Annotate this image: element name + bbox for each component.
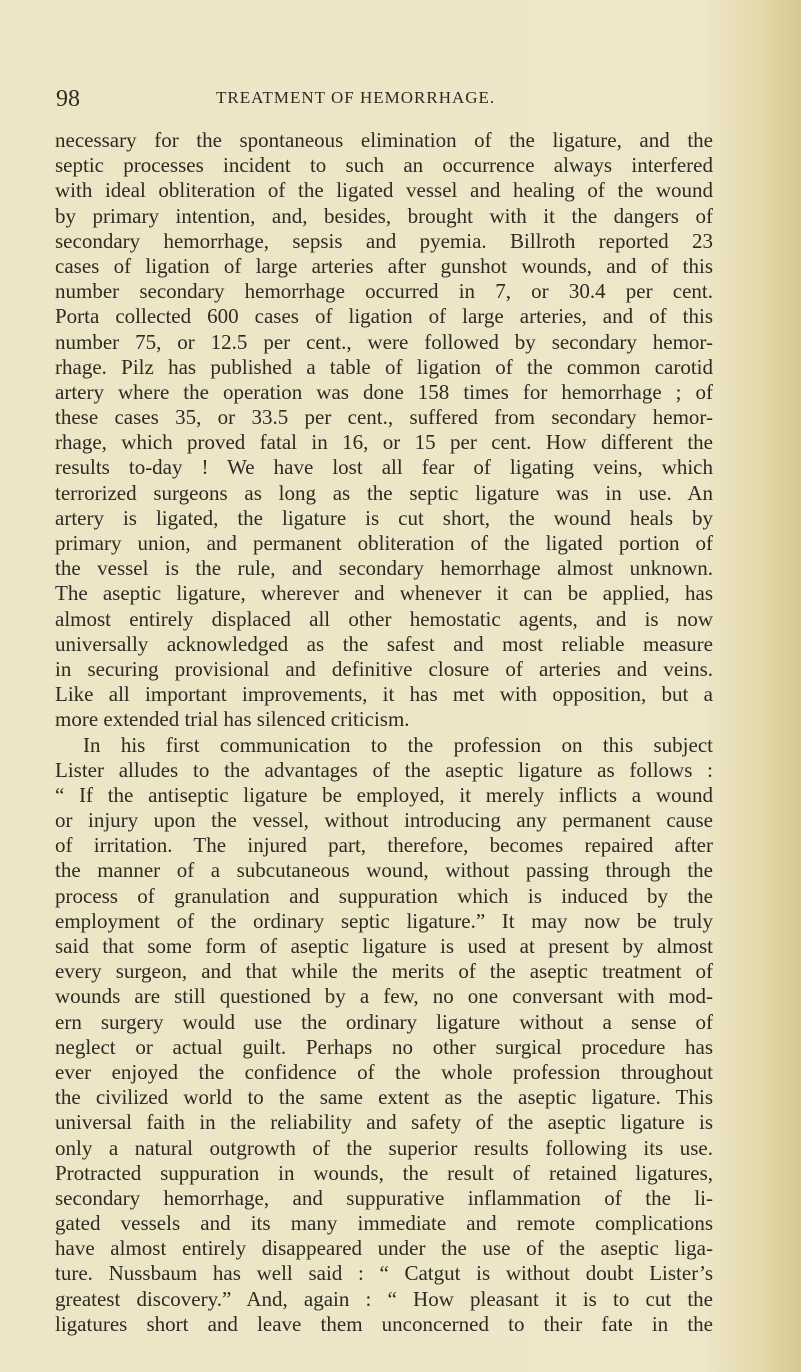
text-line: Porta collected 600 cases of ligation of large arteries, and of this bbox=[55, 304, 713, 329]
text-line: secondary hemorrhage, sepsis and pyemia. Billroth reported 23 bbox=[55, 228, 713, 253]
text-line: neglect or actual guilt. Perhaps no other surgical procedure has bbox=[55, 1034, 713, 1059]
text-line: cases of ligation of large arteries after gunshot wounds, and of this bbox=[55, 253, 713, 278]
text-line: Protracted suppuration in wounds, the result of retained ligatures, bbox=[55, 1160, 713, 1185]
running-title: TREATMENT OF HEMORRHAGE. bbox=[216, 88, 496, 107]
text-line: have almost entirely disappeared under the use of the aseptic liga- bbox=[55, 1236, 713, 1261]
text-line: universally acknowledged as the safest and most reliable measure bbox=[55, 631, 713, 656]
text-line: more extended trial has silenced criticism. bbox=[55, 707, 410, 732]
body-text bbox=[55, 128, 713, 1337]
text-line: necessary for the spontaneous elimination of the ligature, and the bbox=[55, 128, 713, 152]
text-line: said that some form of aseptic ligature is used at present by almost bbox=[55, 934, 713, 958]
text-line: wounds are still questioned by a few, no one conversant with mod- bbox=[55, 984, 713, 1009]
text-line: in securing provisional and definitive closure of arteries and veins. bbox=[55, 656, 713, 681]
text-line: secondary hemorrhage, and suppurative inflammation of the li- bbox=[55, 1185, 713, 1210]
text-line: or injury upon the vessel, without introducing any permanent cause bbox=[55, 808, 713, 833]
text-line: terrorized surgeons as long as the septic ligature was in use. An bbox=[55, 480, 713, 505]
text-line: by primary intention, and, besides, brought with it the dangers of bbox=[55, 203, 713, 228]
text-line: artery where the operation was done 158 times for hemorrhage ; of bbox=[55, 379, 713, 404]
text-line: number secondary hemorrhage occurred in 7, or 30.4 per cent. bbox=[55, 279, 713, 304]
text-line: the civilized world to the same extent as the aseptic ligature. This bbox=[55, 1085, 713, 1110]
text-line: the manner of a subcutaneous wound, without passing through the bbox=[55, 858, 713, 883]
text-line: greatest discovery.” And, again : “ How pleasant it is to cut the bbox=[55, 1286, 713, 1311]
text-line: artery is ligated, the ligature is cut short, the wound heals by bbox=[55, 505, 713, 530]
text-line: every surgeon, and that while the merits of the aseptic treatment of bbox=[55, 959, 713, 984]
text-line: In his first communication to the profession on this subject bbox=[83, 732, 713, 757]
text-line: results to-day ! We have lost all fear of ligating veins, which bbox=[55, 455, 713, 480]
text-line: only a natural outgrowth of the superior results following its use. bbox=[55, 1135, 713, 1160]
text-line: the vessel is the rule, and secondary hemorrhage almost unknown. bbox=[55, 556, 713, 581]
text-line: ever enjoyed the confidence of the whole profession throughout bbox=[55, 1059, 713, 1084]
text-line: The aseptic ligature, wherever and whenever it can be applied, has bbox=[55, 581, 713, 606]
text-line: employment of the ordinary septic ligature.” It may now be truly bbox=[55, 908, 713, 933]
text-line: ern surgery would use the ordinary ligature without a sense of bbox=[55, 1009, 713, 1034]
text-line: these cases 35, or 33.5 per cent., suffered from secondary hemor- bbox=[55, 405, 713, 430]
text-line: “ If the antiseptic ligature be employed, it merely inflicts a wound bbox=[55, 782, 713, 807]
text-line: process of granulation and suppuration which is induced by the bbox=[55, 883, 713, 908]
text-line: number 75, or 12.5 per cent., were followed by secondary hemor- bbox=[55, 329, 713, 354]
text-line: universal faith in the reliability and safety of the aseptic ligature is bbox=[55, 1110, 713, 1135]
text-line: with ideal obliteration of the ligated vessel and healing of the wound bbox=[55, 178, 713, 203]
text-line: Lister alludes to the advantages of the aseptic ligature as follows : bbox=[55, 757, 713, 782]
page-number: 98 bbox=[56, 86, 80, 112]
text-line: gated vessels and its many immediate and remote complications bbox=[55, 1211, 713, 1236]
text-line: ligatures short and leave them unconcerned to their fate in the bbox=[55, 1311, 713, 1336]
text-line: rhage. Pilz has published a table of ligation of the common carotid bbox=[55, 354, 713, 379]
text-line: Like all important improvements, it has met with opposition, but a bbox=[55, 682, 713, 707]
text-line: ture. Nussbaum has well said : “ Catgut is without doubt Lister’s bbox=[55, 1261, 713, 1286]
text-line: almost entirely displaced all other hemostatic agents, and is now bbox=[55, 606, 713, 631]
text-line: of irritation. The injured part, therefore, becomes repaired after bbox=[55, 833, 713, 858]
text-line: rhage, which proved fatal in 16, or 15 per cent. How different the bbox=[55, 430, 713, 455]
text-line: primary union, and permanent obliteration of the ligated portion of bbox=[55, 531, 713, 555]
text-line: septic processes incident to such an occurrence always interfered bbox=[55, 153, 713, 178]
